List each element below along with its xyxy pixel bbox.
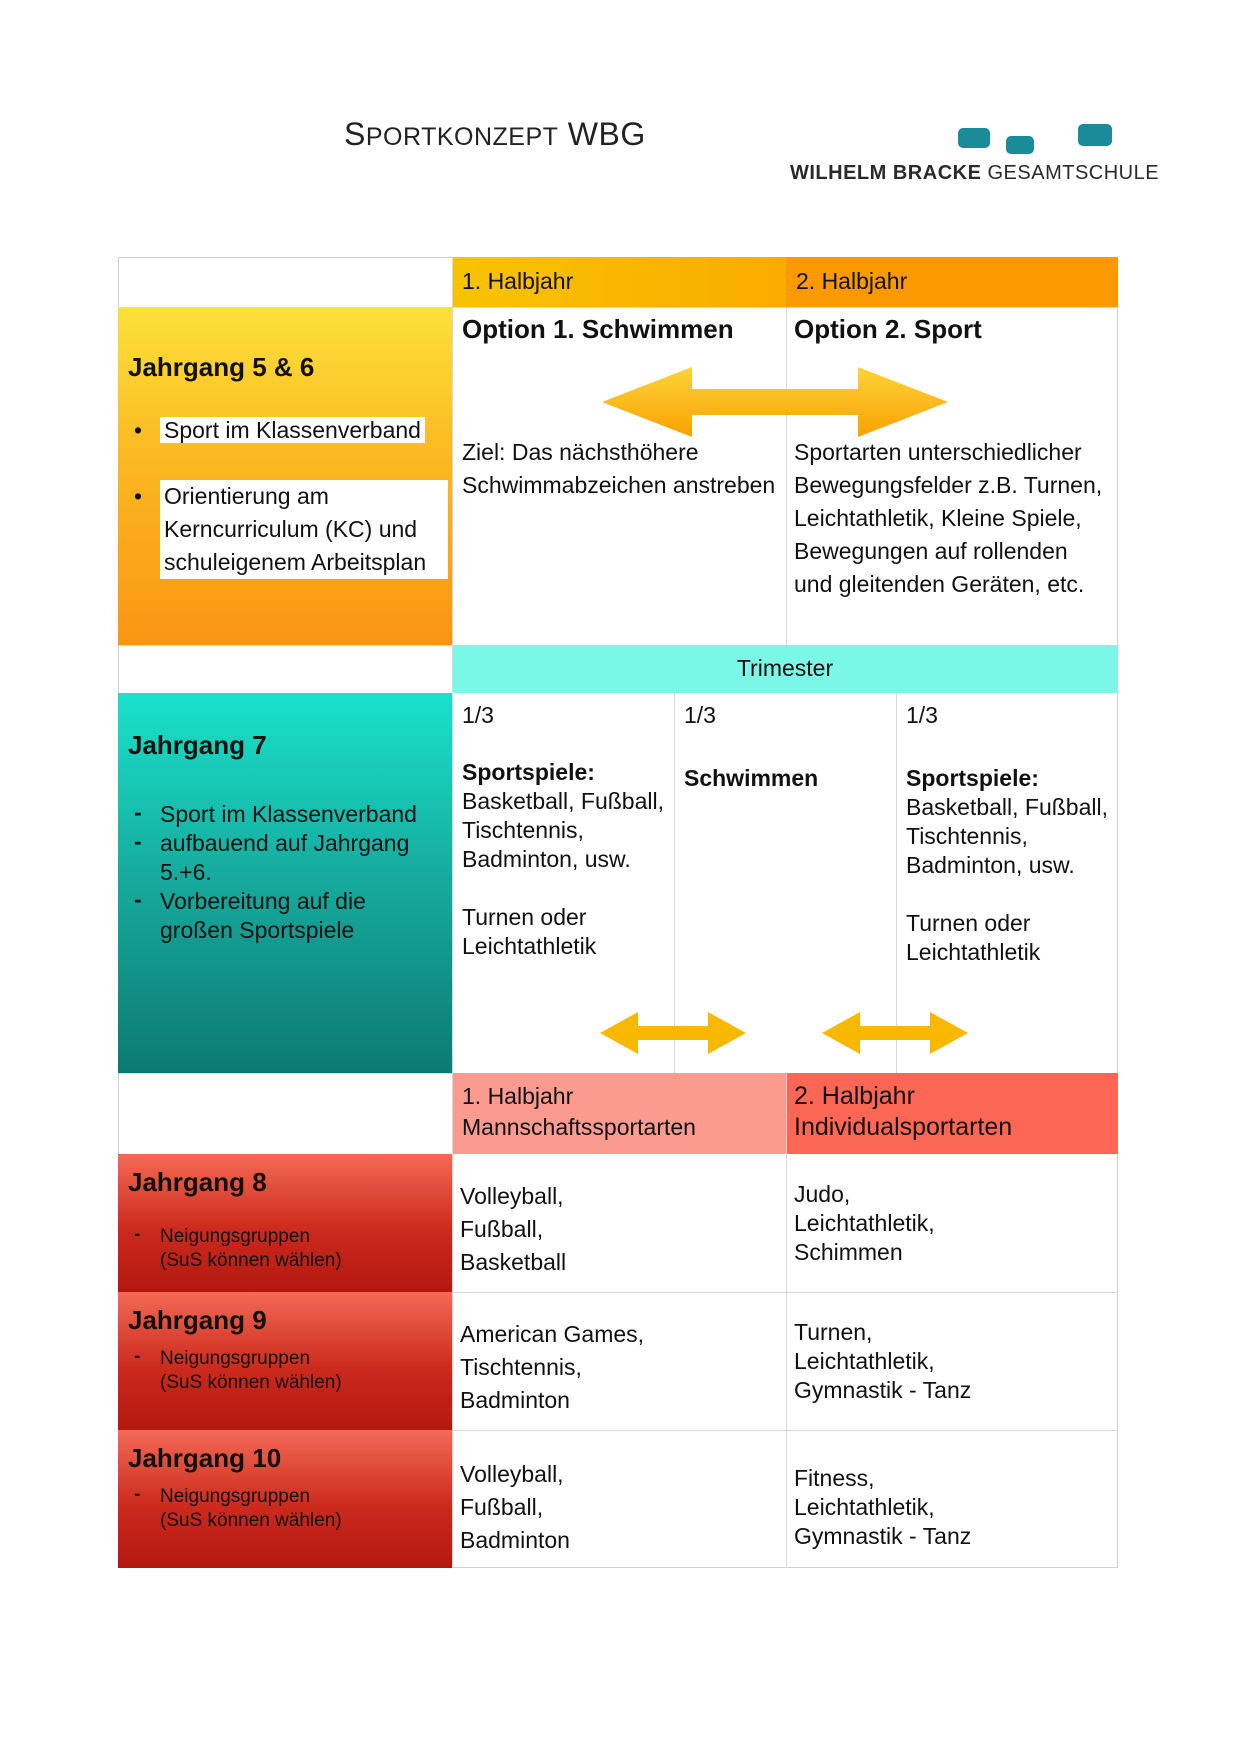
title-first-letter: S [344,116,366,152]
note-list [128,1485,442,1533]
sport-item: American Games, [460,1321,645,1347]
year-8-halbjahr-1 [452,1154,786,1292]
year-title: Jahrgang 8 [128,1167,267,1197]
list-item: - Sport im Klassenverband [128,800,442,829]
option-2-title: Option 2. Sport [794,314,982,344]
list-item: • Sport im Klassenverband [128,414,442,447]
sport-item: Badminton [460,1527,570,1553]
year-10-cell [118,1430,452,1568]
header-line: 2. Halbjahr [794,1082,915,1110]
logo-square-2 [1006,136,1034,154]
title-suffix: WBG [567,116,646,152]
school-logo [790,120,1160,190]
col-extra: Turnen oder Leichtathletik [462,904,597,959]
document-title [344,116,646,153]
double-arrow-icon [598,1010,748,1056]
list-item: - Vorbereitung auf die großen Sportspiele [128,887,442,945]
header-mannschaft [452,1073,786,1154]
sport-item: Leichtathletik, [794,1210,935,1236]
option-2-cell [786,307,1118,645]
option-1-cell [452,307,786,645]
col-body: Basketball, Fußball, Tischtennis, Badminton, usw. [462,788,664,872]
title-rest: PORTKONZEPT [365,123,559,151]
sport-item: Badminton [460,1387,570,1413]
header-line: Mannschaftssportarten [462,1114,696,1140]
sport-item: Turnen, [794,1319,873,1345]
sport-item: Fitness, [794,1465,875,1491]
sport-item: Gymnastik - Tanz [794,1377,972,1403]
list-item: - Neigungsgruppen (SuS können wählen) [128,1485,442,1533]
trimester-header: Trimester [452,645,1118,693]
header-halbjahr-2: 2. Halbjahr [786,257,1118,307]
option-1-text: Ziel: Das nächsthöhere Schwimmabzeichen anstreben [462,439,776,498]
year-8-cell [118,1154,452,1292]
col-body: Basketball, Fußball, Tischtennis, Badminton, usw. [906,794,1108,878]
logo-square-1 [958,128,990,148]
year-10-halbjahr-1 [452,1430,786,1568]
year-8-halbjahr-2 [786,1154,1118,1292]
list-item: - Neigungsgruppen (SuS können wählen) [128,1225,442,1273]
sport-item: Volleyball, [460,1461,564,1487]
header-halbjahr-1: 1. Halbjahr [452,257,786,307]
header-line: 1. Halbjahr [462,1083,574,1109]
sport-item: Fußball, [460,1494,544,1520]
sport-item: Leichtathletik, [794,1348,935,1374]
col-heading: Sportspiele: [906,765,1039,791]
fraction-label: 1/3 [684,702,716,728]
year-5-6-cell [118,307,452,645]
sport-item: Gymnastik - Tanz [794,1523,972,1549]
double-arrow-icon [600,365,950,439]
sport-item: Fußball, [460,1216,544,1242]
header-line: Individualsportarten [794,1113,1013,1141]
note-list [128,1225,442,1273]
col-heading: Sportspiele: [462,759,595,785]
sport-item: Leichtathletik, [794,1494,935,1520]
year-7-title: Jahrgang 7 [128,730,267,760]
year-9-halbjahr-1 [452,1292,786,1430]
fraction-label: 1/3 [906,702,938,728]
year-5-6-title: Jahrgang 5 & 6 [128,352,315,382]
sport-item: Schimmen [794,1239,903,1265]
sport-item: Tischtennis, [460,1354,582,1380]
year-title: Jahrgang 10 [128,1443,282,1473]
header-individual [786,1073,1118,1154]
year-7-list [128,800,442,945]
sport-item: Judo, [794,1181,851,1207]
option-2-text: Sportarten unterschiedlicher Bewegungsfelder z.B. Turnen, Leichtathletik, Kleine Spiele, Bewegungen auf rollenden und gleitenden Geräten, etc. [794,439,1103,597]
year-10-halbjahr-2 [786,1430,1118,1568]
col-heading: Schwimmen [684,765,819,791]
year-title: Jahrgang 9 [128,1305,267,1335]
sport-item: Basketball [460,1249,567,1275]
col-extra: Turnen oder Leichtathletik [906,910,1041,965]
list-item: - aufbauend auf Jahrgang 5.+6. [128,829,442,887]
logo-square-3 [1078,124,1112,146]
note-list [128,1347,442,1395]
option-1-title: Option 1. Schwimmen [462,314,734,344]
year-7-cell [118,693,452,1073]
year-9-halbjahr-2 [786,1292,1118,1430]
list-item: • Orientierung am Kerncurriculum (KC) und schuleigenem Arbeitsplan [128,480,442,579]
sport-item: Volleyball, [460,1183,564,1209]
year-9-cell [118,1292,452,1430]
double-arrow-icon [820,1010,970,1056]
logo-text: WILHELM BRACKE GESAMTSCHULE [790,162,1160,184]
fraction-label: 1/3 [462,702,494,728]
list-item: - Neigungsgruppen (SuS können wählen) [128,1347,442,1395]
year-5-6-bullets [128,414,442,579]
